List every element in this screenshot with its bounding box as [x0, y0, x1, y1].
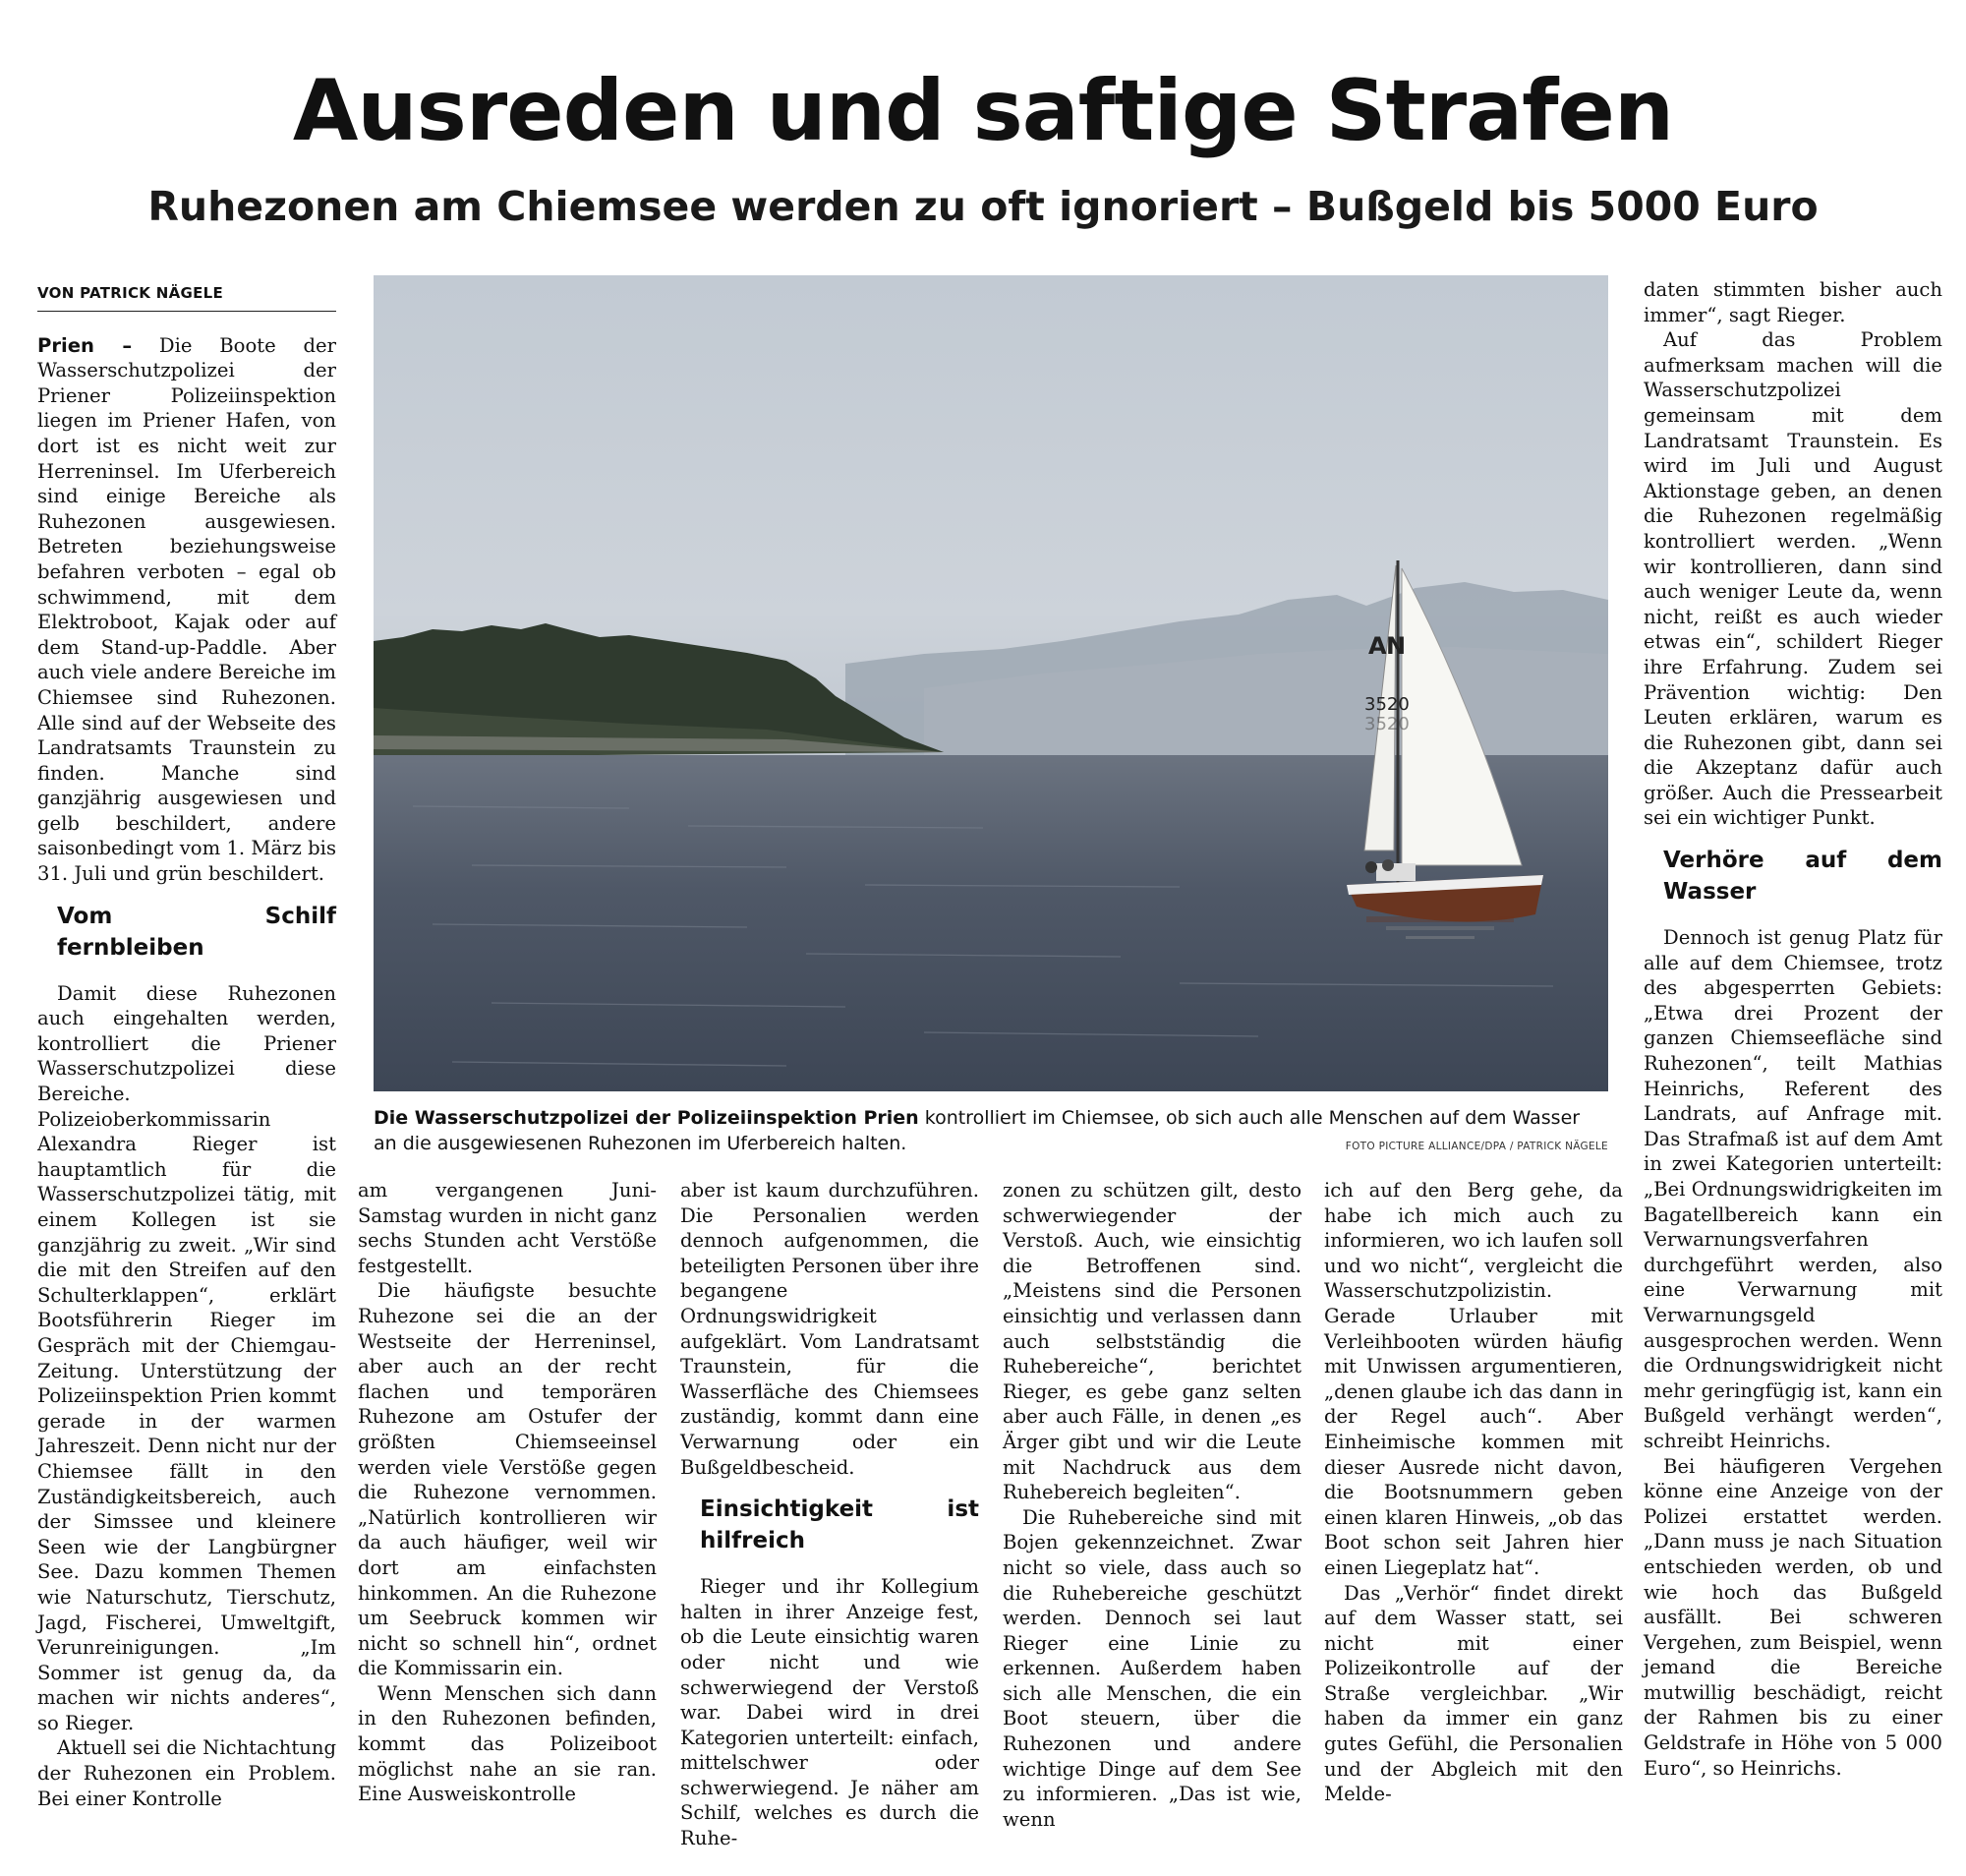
paragraph: Rieger und ihr Kollegium halten in ihrer Anzeige fest, ob die Leute einsichtig waren oder nicht und wie schwerwiegend der Verstoß war. Dabei wird in drei Kategorien unterteilt: einfach, mittelschwer oder schwerwiegend. Je näher am Schilf, welches es durch die Ruhe- — [680, 1575, 979, 1850]
paragraph: Prien – Die Boote der Wasserschutzpolizei der Priener Polizeiinspektion liegen im Priener Hafen, von dort ist es nicht weit zur Herreninsel. Im Uferbereich sind einige Bereiche als Ruhezonen ausgewiesen. Betreten beziehungsweise befahren verboten – egal ob schwimmend, mit dem Elektroboot, Kajak oder auf dem Stand-up-Paddle. Aber auch viele andere Bereiche im Chiemsee sind Ruhezonen. Alle sind auf der Webseite des Landratsamts Traunstein zu finden. Manche sind ganzjährig ausgewiesen und gelb beschildert, andere saisonbedingt vom 1. März bis 31. Juli und grün beschildert. — [37, 333, 336, 886]
subheading-vom-schilf: Vom Schilf fernbleiben — [57, 903, 336, 961]
headline: Ausreden und saftige Strafen — [292, 62, 1674, 160]
article-column-6 — [1644, 277, 1942, 1781]
paragraph: Aktuell sei die Nichtachtung der Ruhezonen ein Problem. Bei einer Kontrolle — [37, 1736, 336, 1810]
paragraph: Die häufigste besuchte Ruhezone sei die an der Westseite der Herreninsel, aber auch an der recht flachen und temporären Ruhezone am Ostufer der größten Chiemseeinsel werden viele Verstöße gegen die Ruhezone vernommen. „Natürlich kontrollieren wir da auch häufiger, weil wir dort am einfachsten hinkommen. An die Ruhezone um Seebruck kommen wir nicht so schnell hin“, ordnet die Kommissarin ein. — [358, 1279, 657, 1680]
paragraph: zonen zu schützen gilt, desto schwerwiegender der Verstoß. Auch, wie einsichtig die Betroffenen sind. „Meistens sind die Personen einsichtig und verlassen dann auch selbstständig die Ruhebereiche“, berichtet Rieger, es gebe ganz selten aber auch Fälle, in denen „es Ärger gibt und wir die Leute mit Nachdruck aus dem Ruhebereich begleiten“. — [1003, 1179, 1301, 1504]
subheading-einsichtigkeit: Einsichtigkeit ist hilfreich — [700, 1496, 979, 1554]
byline: VON PATRICK NÄGELE — [37, 281, 336, 312]
paragraph: aber ist kaum durchzuführen. Die Personalien werden dennoch aufgenommen, die beteiligten Personen über ihre begangene Ordnungswidrigkeit aufgeklärt. Vom Landratsamt Traunstein, für die Wasserfläche des Chiemsees zuständig, kommt dann eine Verwarnung oder ein Bußgeldbescheid. — [680, 1179, 979, 1479]
subheadline: Ruhezonen am Chiemsee werden zu oft ignoriert – Bußgeld bis 5000 Euro — [147, 183, 1819, 230]
sail-number: 3520 — [1364, 694, 1410, 715]
paragraph: ich auf den Berg gehe, da habe ich mich auch zu informieren, wo ich laufen soll und wo nicht“, vergleicht die Wasserschutzpolizistin. Gerade Urlauber mit Verleihbooten würden häufig mit Unwissen argumentieren, „denen glaube ich das dann in der Regel auch“. Aber Einheimische kommen mit dieser Ausrede nicht davon, die Bootsnummern geben einen klaren Hinweis, „ob das Boot schon seit Jahren hier einen Liegeplatz hat“. — [1324, 1179, 1623, 1579]
article-column-2 — [358, 1178, 657, 1807]
paragraph: Auf das Problem aufmerksam machen will die Wasserschutzpolizei gemeinsam mit dem Landratsamt Traunstein. Es wird im Juli und August Aktionstage geben, an denen die Ruhezonen regelmäßig kontrolliert werden. „Wenn wir kontrollieren, dann sind auch weniger Leute da, wenn nicht, reißt es auch wieder etwas ein“, schildert Rieger ihre Erfahrung. Zudem sei Prävention wichtig: Den Leuten erklären, warum es die Ruhezonen gibt, dann sei die Akzeptanz dafür auch größer. Auch die Pressearbeit sei ein wichtiger Punkt. — [1644, 328, 1942, 830]
article-column-3 — [680, 1178, 979, 1851]
sail-number-mirrored: 3520 — [1364, 714, 1410, 734]
photo-caption: Die Wasserschutzpolizei der Polizeiinspektion Prien kontrolliert im Chiemsee, ob sich auch alle Menschen auf dem Wasser an die ausgewiesenen Ruhezonen im Uferbereich halten. — [374, 1107, 1581, 1154]
sailboat-lake-photo — [374, 275, 1608, 1091]
article-photo — [374, 275, 1608, 1091]
paragraph: Dennoch ist genug Platz für alle auf dem Chiemsee, trotz des abgesperrten Gebiets: „Etwa drei Prozent der ganzen Chiemseefläche sind Ruhezonen“, teilt Mathias Heinrichs, Referent des Landrats, auf Anfrage mit. Das Strafmaß ist auf dem Amt in zwei Kategorien unterteilt: „Bei Ordnungswidrigkeiten im Bagatellbereich kann ein Verwarnungsverfahren durchgeführt werden, also eine Verwarnung mit Verwarnungsgeld ausgesprochen werden. Wenn die Ordnungswidrigkeit nicht mehr geringfügig ist, kann ein Bußgeld verhängt werden“, schreibt Heinrichs. — [1644, 926, 1942, 1452]
sail-letters-2: N — [1386, 632, 1407, 660]
paragraph: am vergangenen Juni-Samstag wurden in nicht ganz sechs Stunden acht Verstöße festgestellt. — [358, 1179, 657, 1277]
article-column-1 — [37, 281, 336, 1811]
paragraph: Die Ruhebereiche sind mit Bojen gekennzeichnet. Zwar nicht so viele, dass auch so die Ruhebereiche geschützt werden. Dennoch sei laut Rieger eine Linie zu erkennen. Außerdem haben sich alle Menschen, die ein Boot steuern, über die Ruhezonen und andere wichtige Dinge auf dem See zu informieren. „Das ist wie, wenn — [1003, 1505, 1301, 1831]
paragraph: daten stimmten bisher auch immer“, sagt Rieger. — [1644, 278, 1942, 326]
sail-letters: A — [1368, 632, 1387, 660]
dateline: Prien – — [37, 333, 133, 357]
photo-credit: FOTO PICTURE ALLIANCE/DPA / PATRICK NÄGELE — [1345, 1141, 1608, 1152]
paragraph: Wenn Menschen sich dann in den Ruhezonen befinden, kommt das Polizeiboot möglichst nahe an sie ran. Eine Ausweiskontrolle — [358, 1681, 657, 1806]
subheading-verhoere: Verhöre auf dem Wasser — [1663, 848, 1942, 906]
paragraph: Das „Verhör“ findet direkt auf dem Wasser statt, sei nicht mit einer Polizeikontrolle auf der Straße vergleichbar. „Wir haben da immer ein ganz gutes Gefühl, die Personalien und der Abgleich mit den Melde- — [1324, 1581, 1623, 1806]
paragraph: Bei häufigeren Vergehen könne eine Anzeige von der Polizei erstattet werden. „Dann muss je nach Situation entschieden werden, ob und wie hoch das Bußgeld ausfällt. Bei schweren Vergehen, zum Beispiel, wenn jemand die Bereiche mutwillig beschädigt, reicht der Rahmen bis zu einer Geldstrafe in Höhe von 5 000 Euro“, so Heinrichs. — [1644, 1454, 1942, 1780]
article-column-4 — [1003, 1178, 1301, 1832]
article-column-5 — [1324, 1178, 1623, 1807]
paragraph: Damit diese Ruhezonen auch eingehalten werden, kontrolliert die Priener Wasserschutzpolizei diese Bereiche. Polizeioberkommissarin Alexandra Rieger ist hauptamtlich für die Wasserschutzpolizei tätig, mit einem Kollegen ist sie ganzjährig zu zweit. „Wir sind die mit den Streifen auf den Schulterklappen“, erklärt Bootsführerin Rieger im Gespräch mit der Chiemgau-Zeitung. Unterstützung der Polizeiinspektion Prien kommt gerade in der warmen Jahreszeit. Denn nicht nur der Chiemsee fällt in den Zuständigkeitsbereich, auch der Simssee und kleinere Seen wie der Langbürgner See. Dazu kommen Themen wie Naturschutz, Tierschutz, Jagd, Fischerei, Umweltgift, Verunreinigungen. „Im Sommer ist genug da, da machen wir nichts anderes“, so Rieger. — [37, 981, 336, 1734]
